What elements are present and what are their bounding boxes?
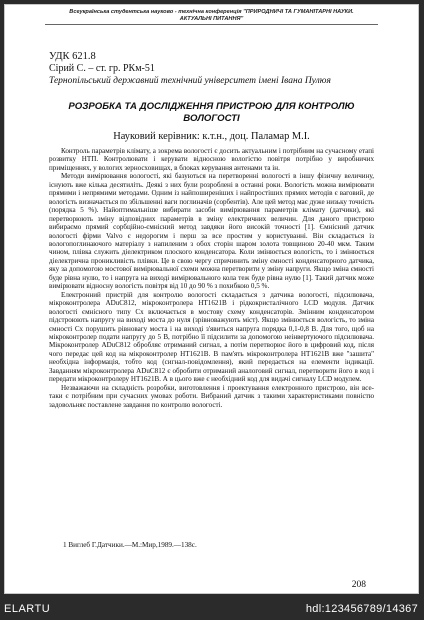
udk-code: УДК 621.8 <box>49 51 96 62</box>
reference-item: 1 Виглеб Г.Датчики.—М.:Мир,1989.—138с. <box>63 541 197 549</box>
conference-header-line1: Всеукраїнська студентська науково - технічна конференція "ПРИРОДНИЧІ ТА ГУМАНІТАРНІ НАУКИ. <box>69 9 354 15</box>
conference-header <box>45 9 378 25</box>
body-text <box>49 147 374 409</box>
paragraph: Незважаючи на складність розробки, виготовлення і проектування електронного пристрою, він все-таки є потрібним при сучасних умовах роботи. Вибраний датчик з такими характеристиками повністю задовольняє поставлене завдання по контролю вологості. <box>49 383 374 409</box>
supervisor-line: Науковий керівник: к.т.н., доц. Паламар М.І. <box>113 131 310 142</box>
conference-header-line2: АКТУАЛЬНІ ПИТАННЯ" <box>179 16 244 22</box>
document-page <box>4 4 419 594</box>
paper-title: РОЗРОБКА ТА ДОСЛІДЖЕННЯ ПРИСТРОЮ ДЛЯ КОНТРОЛЮ ВОЛОГОСТІ <box>68 101 355 124</box>
paragraph: Контроль параметрів клімату, а зокрема вологості є досить актуальним і потрібним на сучасному етапі розвитку НТП. Контролювати і керувати відносною вологістю повітря потрібно у виробничих приміщеннях, у вологих зерносховищах, в блоках керування антенами та ін. <box>49 147 374 172</box>
paragraph: Методи вимірювання вологості, які базуються на перетворенні вологості в іншу фізичну величину, існують вже кілька десятиліть. Деякі з них були розроблені в останні роки. Вологість можна вимірювати прямими і непрямими методами. Одним із найпоширеніших і найпростіших прямих методів є ваговий, де вологість визначається по збільшенні ваги поглиначів (сорбентів). Але цей метод має дуже низьку точність (порядка 5 %). Найоптимальніше вибирати засоби вимірювання параметрів клімату (датчики), які перетворюють зміну відповідних параметрів в зміну електричних величин. Для даного пристрою вибираємо прямий сорбційно-ємнісний метод завдяки його високій точності [1]. Ємнісний датчик вологості фірми Valvo є недорогим і перш за все простим у користуванні. Він складається із вологопоглинаючого матеріалу з напиленим з обох сторін шаром золота товщиною 20-40 мкм. Таким чином, плівка служить діелектриком плоского конденсатора. Коли змінюється вологість, то і змінюється діелектрична проникливість плівки. Це в свою чергу спричинить зміну ємності конденсаторного датчика, яку за допомогою мостової вимірювальної схеми можна перетворити у зміну напруги. Якщо зміна ємності буде рівна нулю, то і напруга на виході вимірювального кола теж буде рівна нулю [1]. Такий датчик може вимірювати відносну вологість повітря від 10 до 90 % з похибкою 0,5 %. <box>49 172 374 291</box>
repository-label: ELARTU <box>4 603 51 615</box>
page-number: 208 <box>351 580 366 590</box>
author-line: Сірий С. – ст. гр. РКм-51 <box>49 63 155 74</box>
institution-line: Тернопільський державний технічний університет імені Івана Пулюя <box>49 76 331 86</box>
paragraph: Електронний пристрій для контролю вологості складається з датчика вологості, підсилювача, мікроконтролера ADuC812, мікроконтролера HT1621B і рідкокристалічного LCD модуля. Датчик вологості ємнісного типу Сх включається в мостову схему конденсаторів. Змінним конденсатором підстроюють напругу на виході моста до нуля (зрівноважують міст). Якщо змінюється вологість, то зміна ємності Сх порушить рівновагу моста і на виході з'явиться напруга порядка 0,1-0,8 В. Для того, щоб на мікроконтролер подати напругу до 5 В, потрібно її підсилити за допомогою неінвертуючого підсилювача. Мікроконтролер ADuC812 обробляє отриманий сигнал, а потім перетворює його в цифровий код, після чого передає цей код на мікроконтролер HT1621B. В пам'ять мікроконтролера HT1621B вже "зашита" необхідна інформація, тобто код (сигнал-повідомлення), який передається на елементи індикації. Завданням мікроконтролера ADuC812 є обробити отриманий аналоговий сигнал, перетворити його в код і передати мікроконтролеру HT1621B. А в цього вже є необхідний код для видачі сигналу LCD модулем. <box>49 290 374 384</box>
handle-identifier: hdl:123456789/14367 <box>305 603 418 615</box>
